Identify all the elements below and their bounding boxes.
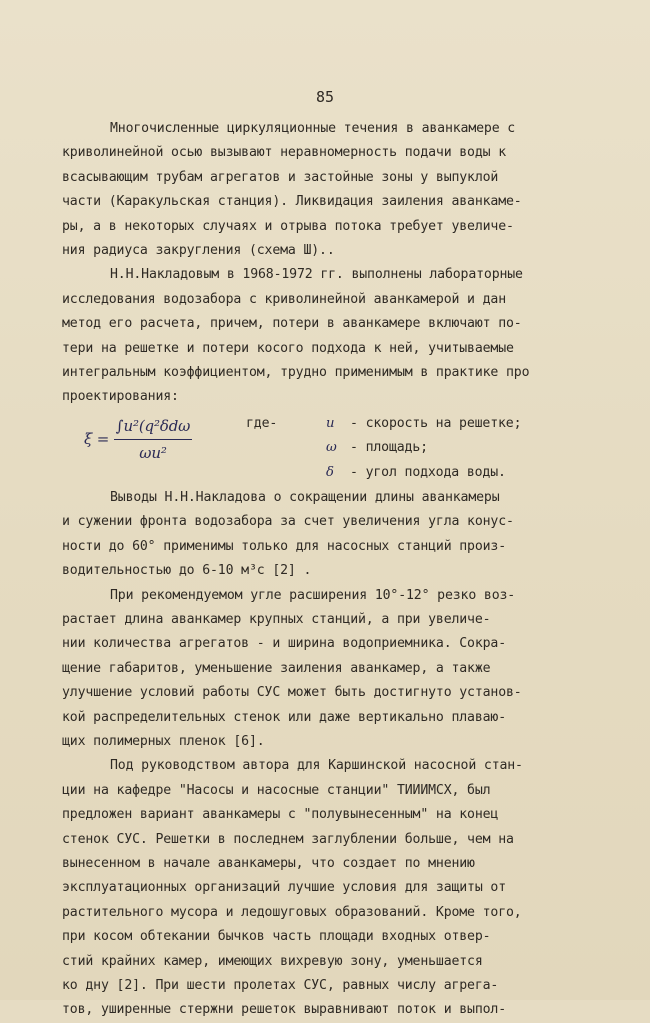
text-line: метод его расчета, причем, потери в аванкамере включают по-: [62, 316, 522, 332]
definition-text: - угол подхода воды.: [350, 464, 506, 480]
formula-lhs: ξ =: [84, 429, 110, 448]
text-line: интегральным коэффициентом, трудно применимым в практике про: [62, 365, 530, 381]
text-line: исследования водозабора с криволинейной аванкамерой и дан: [62, 291, 507, 307]
formula-definitions: [326, 412, 521, 485]
definition-row: [326, 412, 521, 436]
text-line: предложен вариант аванкамеры с "полувынесенным" на конец: [62, 807, 499, 823]
text-line: при косом обтекании бычков часть площади входных отвер-: [62, 929, 491, 945]
text-line: тери на решетке и потери косого подхода к ней, учитываемые: [62, 340, 514, 356]
body-text: [62, 117, 552, 1023]
text-line: стенок СУС. Решетки в последнем заглублении больше, чем на: [62, 831, 514, 847]
definition-row: [326, 461, 521, 485]
text-line: части (Каракульская станция). Ликвидация заиления аванкаме-: [62, 194, 522, 210]
text-line: Н.Н.Накладовым в 1968-1972 гг. выполнены лабораторные: [110, 267, 523, 283]
formula-fraction: [114, 414, 192, 466]
page-number: 85: [315, 88, 335, 106]
text-line: эксплуатационных организаций лучшие условия для защиты от: [62, 880, 507, 896]
formula-numerator: ∫u²(q²δdω: [114, 414, 192, 440]
text-line: Многочисленные циркуляционные течения в аванкамере с: [110, 121, 516, 136]
definition-text: - скорость на решетке;: [350, 415, 522, 431]
text-line: проектирования:: [62, 389, 179, 405]
text-line: ния радиуса закругления (схема Ш)..: [62, 243, 335, 259]
text-line: щение габаритов, уменьшение заиления аванкамер, а также: [62, 660, 491, 676]
definition-symbol: δ: [326, 464, 334, 480]
formula-denominator: ωu²: [139, 444, 167, 463]
paragraph-1: [62, 117, 552, 263]
text-line: криволинейной осью вызывают неравномерность подачи воды к: [62, 145, 507, 161]
text-line: ции на кафедре "Насосы и насосные станции" ТИИИМСХ, был: [62, 782, 491, 798]
loss-formula: [84, 414, 192, 466]
paragraph-5: [62, 754, 552, 1022]
text-line: стий крайних камер, имеющих вихревую зону, уменьшается: [62, 953, 483, 969]
text-line: улучшение условий работы СУС может быть достигнуто установ-: [62, 685, 522, 701]
formula-where: где-: [246, 415, 278, 431]
text-line: и сужении фронта водозабора за счет увеличения угла конус-: [62, 514, 514, 530]
text-line: растительного мусора и ледошуговых образований. Кроме того,: [62, 904, 522, 920]
text-line: ности до 60° применимы только для насосных станций произ-: [62, 538, 507, 554]
definition-row: [326, 436, 521, 460]
text-line: нии количества агрегатов - и ширина водоприемника. Сокра-: [62, 636, 507, 652]
text-line: кой распределительных стенок или даже вертикально плаваю-: [62, 709, 507, 725]
definition-symbol: u: [326, 415, 335, 431]
text-line: растает длина аванкамер крупных станций, а при увеличе-: [62, 611, 491, 627]
text-line: водительностью до 6-10 м³с [2] .: [62, 563, 312, 579]
text-line: ко дну [2]. При шести пролетах СУС, равных числу агрега-: [62, 978, 499, 993]
text-line: При рекомендуемом угле расширения 10°-12° резко воз-: [110, 587, 516, 603]
paragraph-2: [62, 263, 552, 409]
text-line: тов, уширенные стержни решеток выравнивают поток и выпол-: [62, 1002, 507, 1018]
text-line: Выводы Н.Н.Накладова о сокращении длины аванкамеры: [110, 489, 500, 505]
paragraph-3: [62, 486, 552, 584]
text-line: Под руководством автора для Каршинской насосной стан-: [110, 758, 523, 774]
formula-block: [62, 410, 552, 486]
text-line: щих полимерных пленок [6].: [62, 733, 265, 749]
definition-text: - площадь;: [350, 440, 428, 456]
text-line: ры, а в некоторых случаях и отрыва потока требует увеличе-: [62, 218, 514, 234]
text-line: вынесенном в начале аванкамеры, что создает по мнению: [62, 855, 475, 871]
paragraph-4: [62, 584, 552, 755]
text-line: всасывающим трубам агрегатов и застойные зоны у выпуклой: [62, 169, 499, 185]
definition-symbol: ω: [326, 440, 337, 456]
